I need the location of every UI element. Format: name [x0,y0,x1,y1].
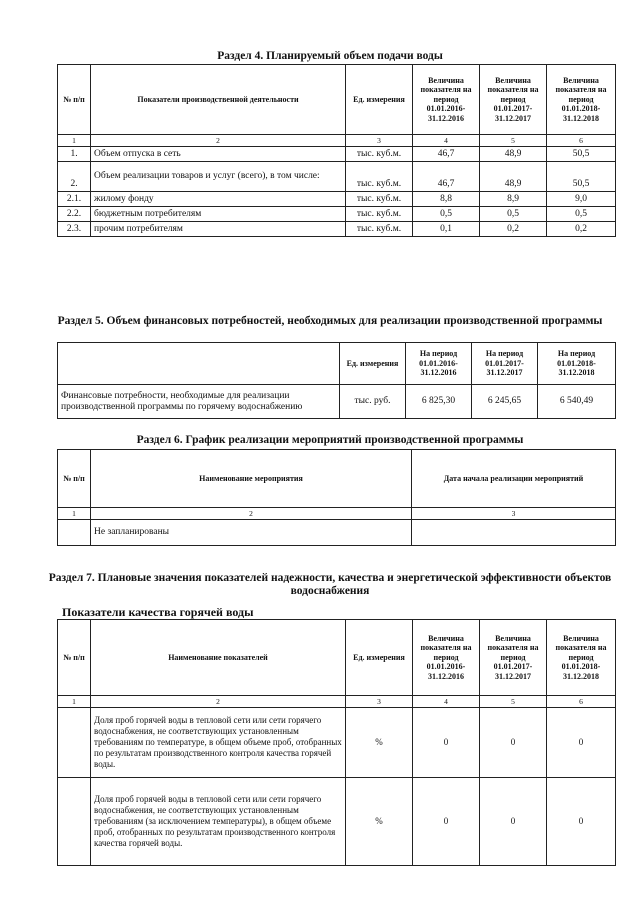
row-value-2016: 0 [413,778,480,866]
header-num: № п/п [58,450,91,508]
row-value-2017: 0,5 [480,207,547,222]
header-unit: Ед. измерения [340,343,406,385]
header-name: Наименование показателей [91,620,346,696]
row-value-2018: 0 [547,778,616,866]
row-name: Не запланированы [91,520,412,546]
row-value-2018: 50,5 [547,147,616,162]
row-name: прочим потребителям [91,222,346,237]
row-number: 2.3. [58,222,91,237]
colnum: 5 [480,696,547,708]
row-number [58,708,91,778]
row-number [58,520,91,546]
colnum: 6 [547,696,616,708]
row-value-2018: 0,2 [547,222,616,237]
section7-table [57,619,616,866]
colnum: 4 [413,135,480,147]
row-unit: тыс. куб.м. [346,147,413,162]
section6-title: Раздел 6. График реализации мероприятий производственной программы [136,434,524,446]
header-period-2018: Величина показателя на период 01.01.2018-31.12.2018 [547,65,616,135]
row-unit: тыс. руб. [340,385,406,419]
row-number: 2.2. [58,207,91,222]
table-row [58,385,616,419]
colnum: 1 [58,508,91,520]
colnum: 2 [91,696,346,708]
column-numbers-row [58,508,616,520]
row-value-2018: 0 [547,708,616,778]
row-value-2018: 9,0 [547,192,616,207]
row-name: жилому фонду [91,192,346,207]
colnum: 5 [480,135,547,147]
table-row [58,222,616,237]
row-number: 1. [58,147,91,162]
section6-table [57,449,616,546]
row-number: 2.1. [58,192,91,207]
section4-table [57,64,616,237]
header-period-2018: На период 01.01.2018-31.12.2018 [538,343,616,385]
row-value-2016: 8,8 [413,192,480,207]
row-number [58,778,91,866]
header-date: Дата начала реализации мероприятий [412,450,616,508]
row-value-2017: 0,2 [480,222,547,237]
row-name: Финансовые потребности, необходимые для реализации производственной программы по горячему водоснабжению [58,385,340,419]
row-value-2017: 8,9 [480,192,547,207]
column-numbers-row [58,135,616,147]
row-value-2018: 6 540,49 [538,385,616,419]
colnum: 3 [346,135,413,147]
header-period-2016: Величина показателя на период 01.01.2016-31.12.2016 [413,620,480,696]
row-value-2018: 50,5 [547,162,616,192]
header-period-2017: Величина показателя на период 01.01.2017-31.12.2017 [480,620,547,696]
header-num: № п/п [58,65,91,135]
header-unit: Ед. измерения [346,65,413,135]
row-unit: % [346,708,413,778]
colnum: 1 [58,696,91,708]
header-num: № п/п [58,620,91,696]
colnum: 3 [412,508,616,520]
header-unit: Ед. измерения [346,620,413,696]
colnum: 1 [58,135,91,147]
colnum: 2 [91,508,412,520]
header-period-2016: Величина показателя на период 01.01.2016-31.12.2016 [413,65,480,135]
colnum: 3 [346,696,413,708]
column-numbers-row [58,696,616,708]
section5-table [57,342,616,419]
row-value-2017: 6 245,65 [472,385,538,419]
colnum: 2 [91,135,346,147]
table-row [58,708,616,778]
header-period-2017: На период 01.01.2017-31.12.2017 [472,343,538,385]
row-value-2016: 0,5 [413,207,480,222]
row-name: Доля проб горячей воды в тепловой сети или сети горячего водоснабжения, не соответствующих установленным требованиям по температуре, в общем объеме проб, отобранных по результатам производственного контроля качества горячей воды. [91,708,346,778]
table-row [58,162,616,192]
colnum: 4 [413,696,480,708]
table-row [58,778,616,866]
row-unit: тыс. куб.м. [346,162,413,192]
table-row [58,207,616,222]
table-row [58,520,616,546]
row-value-2017: 48,9 [480,147,547,162]
colnum: 6 [547,135,616,147]
row-unit: тыс. куб.м. [346,192,413,207]
section4-title: Раздел 4. Планируемый объем подачи воды [217,50,443,62]
row-value-2016: 0,1 [413,222,480,237]
row-unit: % [346,778,413,866]
table-row [58,192,616,207]
row-name: Доля проб горячей воды в тепловой сети или сети горячего водоснабжения, не соответствующих установленным требованиям (за исключением температуры), в общем объеме проб, отобранных по результатам производственного контроля качества горячей воды. [91,778,346,866]
header-period-2017: Величина показателя на период 01.01.2017-31.12.2017 [480,65,547,135]
row-value-2017: 0 [480,708,547,778]
header-name: Наименование мероприятия [91,450,412,508]
row-date [412,520,616,546]
row-value-2017: 48,9 [480,162,547,192]
row-name: бюджетным потребителям [91,207,346,222]
section5-title: Раздел 5. Объем финансовых потребностей, необходимых для реализации производственной программы [57,315,603,327]
row-value-2018: 0,5 [547,207,616,222]
row-unit: тыс. куб.м. [346,207,413,222]
row-name: Объем отпуска в сеть [91,147,346,162]
header-blank [58,343,340,385]
table-row [58,147,616,162]
row-name: Объем реализации товаров и услуг (всего), в том числе: [91,162,346,192]
row-value-2016: 46,7 [413,147,480,162]
row-value-2016: 46,7 [413,162,480,192]
section7-subtitle: Показатели качества горячей воды [62,605,254,619]
row-unit: тыс. куб.м. [346,222,413,237]
row-value-2016: 0 [413,708,480,778]
row-value-2017: 0 [480,778,547,866]
header-period-2018: Величина показателя на период 01.01.2018-31.12.2018 [547,620,616,696]
header-period-2016: На период 01.01.2016-31.12.2016 [406,343,472,385]
header-indicator: Показатели производственной деятельности [91,65,346,135]
row-number: 2. [58,162,91,192]
row-value-2016: 6 825,30 [406,385,472,419]
section7-title: Раздел 7. Плановые значения показателей надежности, качества и энергетической эффективности объектов водоснабжения [48,572,612,597]
